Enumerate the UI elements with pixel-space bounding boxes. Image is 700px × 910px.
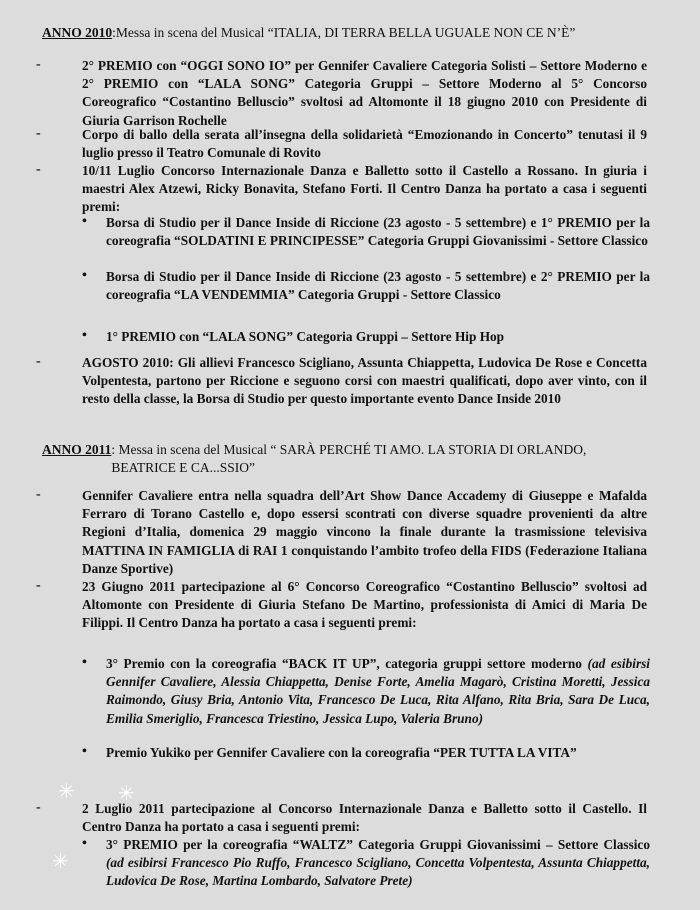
bullet-text <box>106 655 650 728</box>
bullet-text: 1° PREMIO con “LALA SONG” Categoria Gruppi – Settore Hip Hop <box>106 329 505 344</box>
dash-marker: - <box>36 800 41 815</box>
bullet-icon: • <box>82 268 87 283</box>
sparkle-icon: ✳ <box>52 851 69 873</box>
bullet-text: Borsa di Studio per il Dance Inside di Riccione (23 agosto - 5 settembre) e 1° PREMIO per la coreografia “SOLDATINI E PRINCIPESSE” Categoria Gruppi Giovanissimi - Settore Classico <box>106 215 650 249</box>
year-2010-heading <box>42 24 575 42</box>
sparkle-icon: ✳ <box>118 783 135 805</box>
bullet-main-text: 3° PREMIO per la coreografia “WALTZ” Categoria Gruppi Giovanissimi – Settore Classico <box>106 837 650 852</box>
item-text: AGOSTO 2010: Gli allievi Francesco Scigliano, Assunta Chiappetta, Ludovica De Rose e Concetta Volpentesta, partono per Riccione e seguono corsi con maestri qualificati, dopo aver vinto, con il resto della classe, la Borsa di Studio per questo importante evento Dance Inside 2010 <box>82 355 647 407</box>
performers-list: (ad esibirsi Gennifer Cavaliere, Alessia Chiappetta, Denise Forte, Amelia Magarò, Cristina Moretti, Jessica Raimondo, Giusy Bria, Antonio Vita, Francesco De Luca, Rita Alfano, Rita Bria, Sara De Luca, Emilia Smeriglio, Francesca Triestino, Jessica Lupo, Valeria Bruno) <box>106 656 650 726</box>
bullet-text <box>106 836 650 891</box>
year-2011-title: : Messa in scena del Musical “ SARÀ PERCHÉ TI AMO. LA STORIA DI ORLANDO, BEATRICE E CA...SSIO” <box>111 442 587 475</box>
year-2011-label: ANNO 2011 <box>42 442 112 457</box>
bullet-icon: • <box>82 214 87 229</box>
dash-marker: - <box>36 162 41 177</box>
bullet-text: Borsa di Studio per il Dance Inside di Riccione (23 agosto - 5 settembre) e 2° PREMIO per la coreografia “LA VENDEMMIA” Categoria Gruppi - Settore Classico <box>106 269 650 303</box>
item-text: 23 Giugno 2011 partecipazione al 6° Concorso Coreografico “Costantino Belluscio” svoltosi ad Altomonte con Presidente di Giuria Stefano De Martino, professionista di Amici di Maria De Filippi. Il Centro Danza ha portato a casa i seguenti premi: <box>82 579 647 631</box>
item-text: Corpo di ballo della serata all’insegna della solidarietà “Emozionando in Concerto” tenutasi il 9 luglio presso il Teatro Comunale di Rovito <box>82 127 647 161</box>
bullet-icon: • <box>82 836 87 851</box>
dash-marker: - <box>36 354 41 369</box>
bullet-main-text: 3° Premio con la coreografia “BACK IT UP”, categoria gruppi settore moderno <box>106 656 588 671</box>
year-2010-label: ANNO 2010 <box>42 25 113 40</box>
dash-marker: - <box>36 487 41 502</box>
item-text: 2 Luglio 2011 partecipazione al Concorso Internazionale Danza e Balletto sotto il Castello. Il Centro Danza ha portato a casa i seguenti premi: <box>82 801 647 835</box>
sparkle-icon: ✳ <box>58 781 75 803</box>
bullet-text: Premio Yukiko per Gennifer Cavaliere con la coreografia “PER TUTTA LA VITA” <box>106 745 577 760</box>
dash-marker: - <box>36 578 41 593</box>
performers-list: (ad esibirsi Francesco Pio Ruffo, Francesco Scigliano, Concetta Volpentesta, Assunta Chiappetta, Ludovica De Rose, Martina Lombardo, Salvatore Prete) <box>106 855 650 889</box>
year-2011-heading <box>42 441 631 477</box>
item-text: 10/11 Luglio Concorso Internazionale Danza e Balletto sotto il Castello a Rossano. In giuria i maestri Alex Atzewi, Ricky Bonavita, Stefano Forti. Il Centro Danza ha portato a casa i seguenti premi: <box>82 163 647 215</box>
item-text: 2° PREMIO con “OGGI SONO IO” per Gennifer Cavaliere Categoria Solisti – Settore Moderno e 2° PREMIO con “LALA SONG” Categoria Gruppi – Settore Moderno al 5° Concorso Coreografico “Costantino Belluscio” svoltosi ad Altomonte il 18 giugno 2010 con Presidente di Giuria Garrison Rochelle <box>82 58 647 128</box>
dash-marker: - <box>36 126 41 141</box>
year-2010-title: :Messa in scena del Musical “ITALIA, DI TERRA BELLA UGUALE NON CE N’È” <box>112 25 576 40</box>
bullet-icon: • <box>82 744 87 759</box>
bullet-icon: • <box>82 328 87 343</box>
bullet-icon: • <box>82 655 87 670</box>
item-text: Gennifer Cavaliere entra nella squadra dell’Art Show Dance Accademy di Giuseppe e Mafalda Ferraro di Torano Castello e, dopo essersi scontrati con diverse squadre provenienti da altre Regioni d’Italia, domenica 29 maggio vincono la finale durante la trasmissione televisiva MATTINA IN FAMIGLIA di RAI 1 conquistando l’ambito trofeo della FIDS (Federazione Italiana Danze Sportive) <box>82 488 647 576</box>
dash-marker: - <box>36 57 41 72</box>
